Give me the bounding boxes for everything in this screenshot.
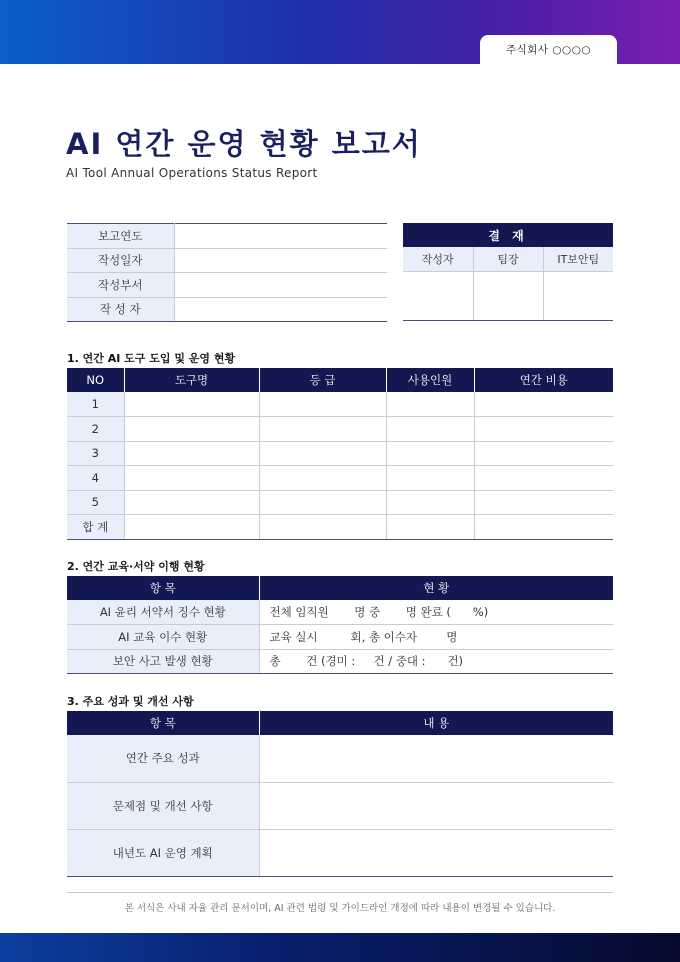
report-info-table: [67, 223, 387, 322]
tool-name-cell[interactable]: [124, 515, 259, 540]
grade-cell[interactable]: [259, 417, 386, 442]
approval-role-writer: 작성자: [403, 247, 473, 271]
section-3-heading: 3. 주요 성과 및 개선 사항: [67, 695, 194, 708]
info-row-author: [67, 297, 387, 322]
column-header: 연간 비용: [474, 368, 613, 392]
training-pledge-table: [67, 576, 613, 674]
table-row: [67, 600, 613, 625]
info-label: 보고연도: [67, 224, 174, 249]
info-label: 작성일자: [67, 248, 174, 273]
approval-role-it-security: IT보안팀: [543, 247, 613, 271]
info-label: 작성부서: [67, 273, 174, 298]
page-subtitle: AI Tool Annual Operations Status Report: [66, 166, 318, 180]
users-cell[interactable]: [386, 515, 474, 540]
tool-name-cell[interactable]: [124, 441, 259, 466]
item-label: AI 윤리 서약서 징수 현황: [67, 600, 259, 625]
grade-cell[interactable]: [259, 441, 386, 466]
info-row-date: [67, 248, 387, 273]
column-header: 등 급: [259, 368, 386, 392]
annual-cost-cell[interactable]: [474, 441, 613, 466]
company-name-tab: 주식회사 ○○○○: [480, 35, 617, 64]
row-number: 4: [67, 466, 124, 491]
grade-cell[interactable]: [259, 515, 386, 540]
tool-name-cell[interactable]: [124, 490, 259, 515]
users-cell[interactable]: [386, 441, 474, 466]
item-label: 연간 주요 성과: [67, 735, 259, 782]
approval-sign-box[interactable]: [543, 271, 613, 320]
content-field[interactable]: [259, 782, 613, 829]
content-field[interactable]: [259, 829, 613, 876]
table-row: [67, 417, 613, 442]
info-value-field[interactable]: [174, 248, 387, 273]
annual-cost-cell[interactable]: [474, 392, 613, 417]
users-cell[interactable]: [386, 417, 474, 442]
approval-role-team-lead: 팀장: [473, 247, 543, 271]
table-row: [67, 649, 613, 674]
achievements-table: [67, 711, 613, 877]
table-row: [67, 466, 613, 491]
item-label: 내년도 AI 운영 계획: [67, 829, 259, 876]
column-header: 내 용: [259, 711, 613, 735]
column-header: 항 목: [67, 576, 259, 600]
approval-header: 결 재: [403, 223, 613, 247]
table-row: [67, 735, 613, 782]
row-number: 3: [67, 441, 124, 466]
info-value-field[interactable]: [174, 297, 387, 322]
page-title: AI 연간 운영 현황 보고서: [66, 127, 422, 161]
annual-cost-cell[interactable]: [474, 466, 613, 491]
total-row: [67, 515, 613, 540]
users-cell[interactable]: [386, 466, 474, 491]
users-cell[interactable]: [386, 392, 474, 417]
grade-cell[interactable]: [259, 490, 386, 515]
approval-sign-box[interactable]: [403, 271, 473, 320]
row-number: 1: [67, 392, 124, 417]
annual-cost-cell[interactable]: [474, 515, 613, 540]
table-row: [67, 782, 613, 829]
tool-name-cell[interactable]: [124, 466, 259, 491]
column-header: NO: [67, 368, 124, 392]
annual-cost-cell[interactable]: [474, 490, 613, 515]
status-field[interactable]: 전체 임직원 명 중 명 완료 ( %): [259, 600, 613, 625]
info-value-field[interactable]: [174, 224, 387, 249]
grade-cell[interactable]: [259, 466, 386, 491]
info-row-year: [67, 224, 387, 249]
bottom-banner: [0, 933, 680, 962]
info-label: 작 성 자: [67, 297, 174, 322]
table-row: [67, 392, 613, 417]
info-value-field[interactable]: [174, 273, 387, 298]
content-field[interactable]: [259, 735, 613, 782]
table-row: [67, 829, 613, 876]
status-field[interactable]: 교육 실시 회, 총 이수자 명: [259, 625, 613, 650]
approval-sign-box[interactable]: [473, 271, 543, 320]
approval-table: [403, 223, 613, 321]
info-row-department: [67, 273, 387, 298]
section-2-heading: 2. 연간 교육·서약 이행 현황: [67, 560, 205, 573]
table-row: [67, 441, 613, 466]
total-label: 합 계: [67, 515, 124, 540]
column-header: 도구명: [124, 368, 259, 392]
row-number: 2: [67, 417, 124, 442]
item-label: 문제점 및 개선 사항: [67, 782, 259, 829]
grade-cell[interactable]: [259, 392, 386, 417]
column-header: 사용인원: [386, 368, 474, 392]
tool-name-cell[interactable]: [124, 392, 259, 417]
column-header: 항 목: [67, 711, 259, 735]
tool-name-cell[interactable]: [124, 417, 259, 442]
section-1-heading: 1. 연간 AI 도구 도입 및 운영 현황: [67, 352, 236, 365]
users-cell[interactable]: [386, 490, 474, 515]
footer-note: 본 서식은 사내 자율 관리 문서이며, AI 관련 법령 및 가이드라인 개정에 따라 내용이 변경될 수 있습니다.: [124, 903, 556, 914]
table-row: [67, 490, 613, 515]
column-header: 현 황: [259, 576, 613, 600]
footer-divider: [67, 892, 613, 893]
tool-status-table: [67, 368, 613, 540]
item-label: AI 교육 이수 현황: [67, 625, 259, 650]
annual-cost-cell[interactable]: [474, 417, 613, 442]
table-row: [67, 625, 613, 650]
status-field[interactable]: 총 건 (경미 : 건 / 중대 : 건): [259, 649, 613, 674]
row-number: 5: [67, 490, 124, 515]
item-label: 보안 사고 발생 현황: [67, 649, 259, 674]
